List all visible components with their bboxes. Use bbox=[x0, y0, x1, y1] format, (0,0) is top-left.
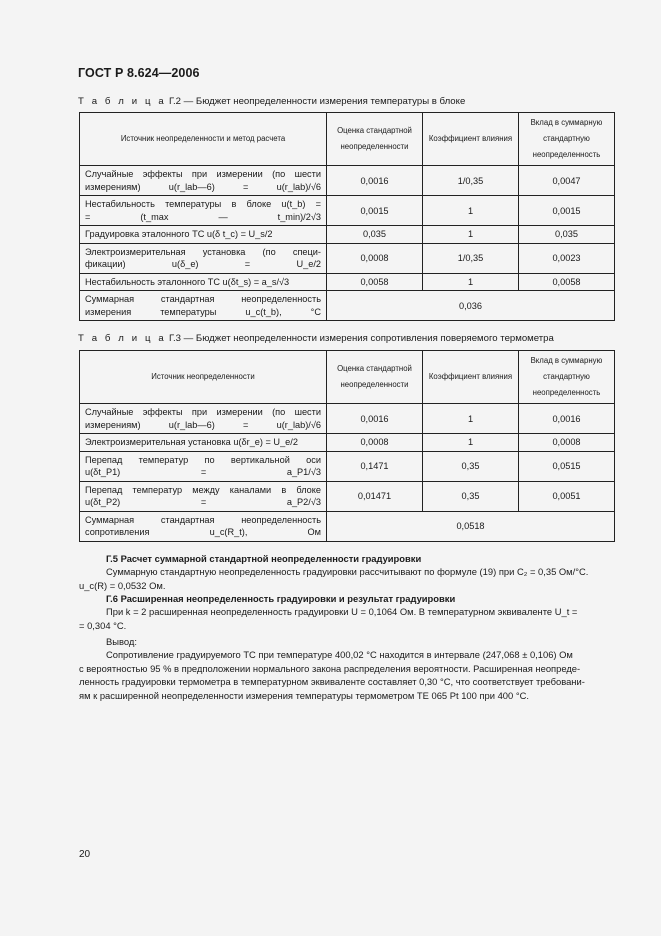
table-row bbox=[80, 273, 615, 291]
contribution-cell: 0,0008 bbox=[519, 434, 615, 452]
conclusion-line: с вероятностью 95 % в предположении нормального закона распределения вероятности. Расширенная неопреде- bbox=[79, 663, 581, 674]
table2-header-contribution: Вклад в суммарную стандартную неопределенность bbox=[519, 113, 615, 166]
total-value-cell: 0,036 bbox=[327, 291, 615, 321]
estimate-cell: 0,0008 bbox=[327, 243, 423, 273]
section5-result: u_c(R) = 0,0532 Ом. bbox=[79, 580, 166, 591]
estimate-cell: 0,0008 bbox=[327, 434, 423, 452]
contribution-cell: 0,0515 bbox=[519, 451, 615, 481]
table3 bbox=[79, 350, 615, 542]
section6-title: Г.6 Расширенная неопределенность градуировки и результат градуировки bbox=[106, 593, 456, 604]
source-cell: Перепад температур по вертикальной оси u(δt_P1) = a_P1/√3 bbox=[80, 451, 327, 481]
source-cell: Нестабильность температуры в блоке u(t_b) = = (t_max — t_min)/2√3 bbox=[80, 196, 327, 226]
coefficient-cell: 0,35 bbox=[423, 451, 519, 481]
table2-header-source: Источник неопределенности и метод расчета bbox=[80, 113, 327, 166]
contribution-cell: 0,035 bbox=[519, 226, 615, 244]
coefficient-cell: 0,35 bbox=[423, 481, 519, 511]
source-cell: Электроизмерительная установка (по специ- фикации) u(δ_e) = U_e/2 bbox=[80, 243, 327, 273]
total-value-cell: 0,0518 bbox=[327, 511, 615, 541]
table-row bbox=[80, 166, 615, 196]
table2-header-estimate: Оценка стандартной неопределенности bbox=[327, 113, 423, 166]
section5-paragraph: Суммарную стандартную неопределенность градуировки рассчитывают по формуле (19) при C₂ = 0,35 Ом/°C. bbox=[106, 566, 589, 577]
table2-label: Т а б л и ц а bbox=[78, 96, 167, 107]
table-row bbox=[80, 434, 615, 452]
table3-label: Т а б л и ц а bbox=[78, 333, 167, 344]
coefficient-cell: 1/0,35 bbox=[423, 243, 519, 273]
contribution-cell: 0,0023 bbox=[519, 243, 615, 273]
section5-title: Г.5 Расчет суммарной стандартной неопределенности градуировки bbox=[106, 553, 422, 564]
table-row bbox=[80, 481, 615, 511]
table-row bbox=[80, 243, 615, 273]
table2-header-row bbox=[80, 113, 615, 166]
table2 bbox=[79, 112, 615, 321]
table3-caption-text: Г.3 — Бюджет неопределенности измерения сопротивления поверяемого термометра bbox=[168, 333, 554, 344]
source-cell: Случайные эффекты при измерении (по шести измерениям) u(r_lab—6) = u(r_lab)/√6 bbox=[80, 166, 327, 196]
section6-paragraph-continued: = 0,304 °C. bbox=[79, 620, 127, 631]
page-number: 20 bbox=[79, 849, 91, 860]
coefficient-cell: 1 bbox=[423, 196, 519, 226]
table3-header-estimate: Оценка стандартной неопределенности bbox=[327, 351, 423, 404]
table3-header-coefficient: Коэффициент влияния bbox=[423, 351, 519, 404]
coefficient-cell: 1 bbox=[423, 404, 519, 434]
source-cell: Градуировка эталонного ТС u(δ t_c) = U_s/2 bbox=[80, 226, 327, 244]
table3-header-row bbox=[80, 351, 615, 404]
table-row bbox=[80, 196, 615, 226]
estimate-cell: 0,0016 bbox=[327, 404, 423, 434]
estimate-cell: 0,1471 bbox=[327, 451, 423, 481]
contribution-cell: 0,0015 bbox=[519, 196, 615, 226]
source-cell: Перепад температур между каналами в блоке u(δt_P2) = a_P2/√3 bbox=[80, 481, 327, 511]
table2-caption bbox=[78, 96, 465, 107]
coefficient-cell: 1/0,35 bbox=[423, 166, 519, 196]
conclusion-line: ленность градуировки термометра в температурном эквиваленте составляет 0,30 °C, что соответствует требовани- bbox=[79, 676, 585, 687]
estimate-cell: 0,0016 bbox=[327, 166, 423, 196]
table2-total-row bbox=[80, 291, 615, 321]
table3-header-contribution: Вклад в суммарную стандартную неопределенность bbox=[519, 351, 615, 404]
contribution-cell: 0,0016 bbox=[519, 404, 615, 434]
total-source-cell: Суммарная стандартная неопределенность сопротивления u_c(R_t), Ом bbox=[80, 511, 327, 541]
table3-caption bbox=[78, 333, 554, 344]
source-cell: Случайные эффекты при измерении (по шести измерениям) u(r_lab—6) = u(r_lab)/√6 bbox=[80, 404, 327, 434]
conclusion-heading: Вывод: bbox=[106, 636, 137, 647]
coefficient-cell: 1 bbox=[423, 273, 519, 291]
table-row bbox=[80, 451, 615, 481]
estimate-cell: 0,01471 bbox=[327, 481, 423, 511]
table-row bbox=[80, 226, 615, 244]
source-cell: Электроизмерительная установка u(δr_e) = U_e/2 bbox=[80, 434, 327, 452]
document-code: ГОСТ Р 8.624—2006 bbox=[78, 66, 200, 80]
contribution-cell: 0,0047 bbox=[519, 166, 615, 196]
section6-paragraph: При k = 2 расширенная неопределенность градуировки U = 0,1064 Ом. В температурном эквиваленте U_t = bbox=[106, 606, 578, 617]
contribution-cell: 0,0058 bbox=[519, 273, 615, 291]
coefficient-cell: 1 bbox=[423, 434, 519, 452]
table2-caption-text: Г.2 — Бюджет неопределенности измерения температуры в блоке bbox=[168, 96, 466, 107]
conclusion-line: Сопротивление градуируемого ТС при температуре 400,02 °C находится в интервале (247,068 ± 0,106) Ом bbox=[106, 649, 573, 660]
table2-header-coefficient: Коэффициент влияния bbox=[423, 113, 519, 166]
table-row bbox=[80, 404, 615, 434]
coefficient-cell: 1 bbox=[423, 226, 519, 244]
estimate-cell: 0,0015 bbox=[327, 196, 423, 226]
total-source-cell: Суммарная стандартная неопределенность измерения температуры u_c(t_b), °C bbox=[80, 291, 327, 321]
table3-total-row bbox=[80, 511, 615, 541]
source-cell: Нестабильность эталонного ТС u(δt_s) = a_s/√3 bbox=[80, 273, 327, 291]
conclusion-line: ям к расширенной неопределенности измерения температуры термометром TE 065 Pt 100 при 400 °C. bbox=[79, 690, 529, 701]
contribution-cell: 0,0051 bbox=[519, 481, 615, 511]
estimate-cell: 0,035 bbox=[327, 226, 423, 244]
estimate-cell: 0,0058 bbox=[327, 273, 423, 291]
table3-header-source: Источник неопределенности bbox=[80, 351, 327, 404]
